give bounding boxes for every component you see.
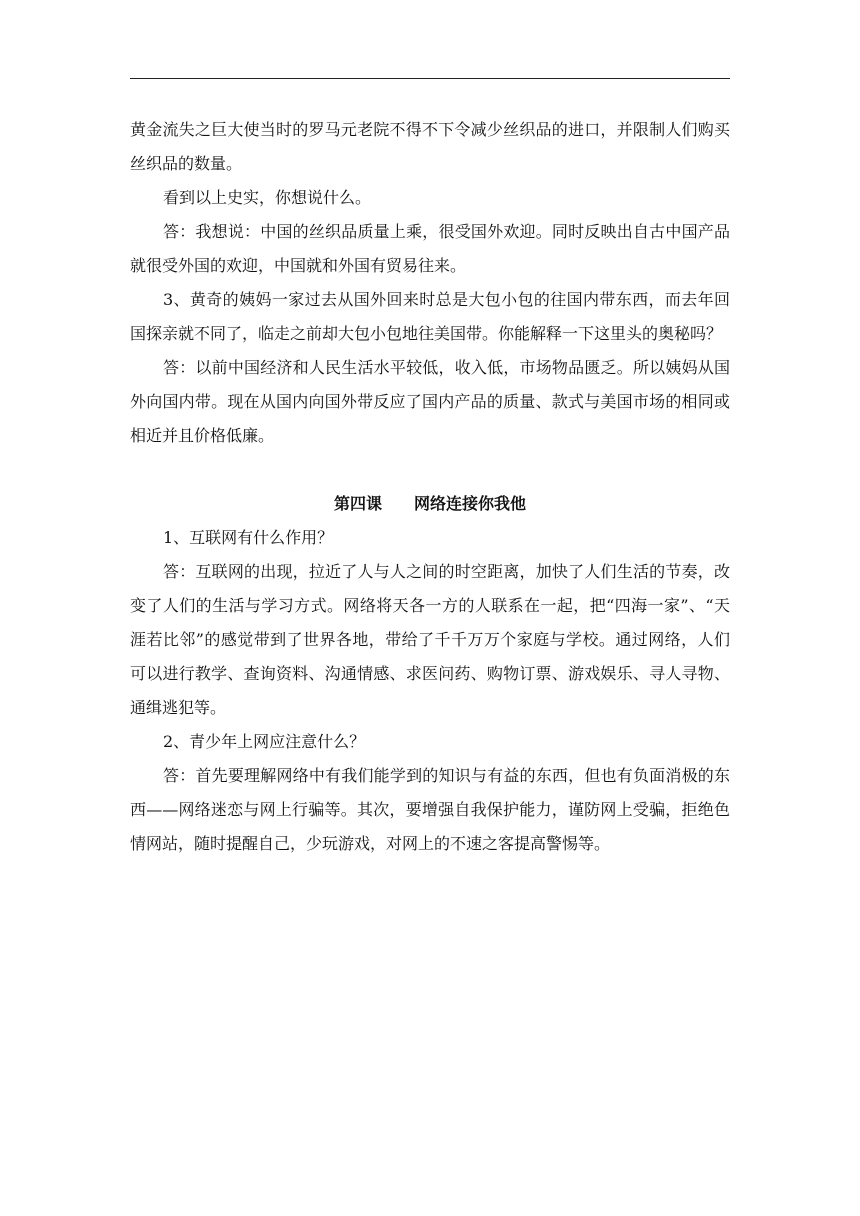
answer-paragraph: 答：互联网的出现，拉近了人与人之间的时空距离，加快了人们生活的节奏，改变了人们的生活与学习方式。网络将天各一方的人联系在一起，把“四海一家”、“天涯若比邻”的感觉带到了世界各地，带给了千千万万个家庭与学校。通过网络，人们可以进行教学、查询资料、沟通情感、求医问药、购物订票、游戏娱乐、寻人寻物、通缉逃犯等。 (130, 562, 730, 717)
question-paragraph: 看到以上史实，你想说什么。 (163, 188, 372, 207)
question-paragraph: 1、互联网有什么作用？ (163, 528, 334, 547)
answer-paragraph: 答：以前中国经济和人民生活水平较低，收入低，市场物品匮乏。所以姨妈从国外向国内带。现在从国内向国外带反应了国内产品的质量、款式与美国市场的相同或相近并且价格低廉。 (130, 358, 730, 445)
header-rule (130, 78, 730, 79)
continued-paragraph: 黄金流失之巨大使当时的罗马元老院不得不下令减少丝织品的进口，并限制人们购买丝织品的数量。 (130, 120, 730, 173)
lesson-number: 第四课 (333, 494, 382, 513)
section-heading (130, 487, 730, 521)
question-paragraph: 3、黄奇的姨妈一家过去从国外回来时总是大包小包的往国内带东西，而去年回国探亲就不同了，临走之前却大包小包地往美国带。你能解释一下这里头的奥秘吗？ (130, 290, 730, 343)
answer-paragraph: 答：首先要理解网络中有我们能学到的知识与有益的东西，但也有负面消极的东西——网络迷恋与网上行骗等。其次，要增强自我保护能力，谨防网上受骗，拒绝色情网站，随时提醒自己，少玩游戏，对网上的不速之客提高警惕等。 (130, 766, 730, 853)
lesson-title: 网络连接你我他 (414, 494, 527, 513)
question-paragraph: 2、青少年上网应注意什么？ (163, 732, 366, 751)
answer-paragraph: 答：我想说：中国的丝织品质量上乘，很受国外欢迎。同时反映出自古中国产品就很受外国的欢迎，中国就和外国有贸易往来。 (130, 222, 730, 275)
document-body (130, 113, 730, 861)
